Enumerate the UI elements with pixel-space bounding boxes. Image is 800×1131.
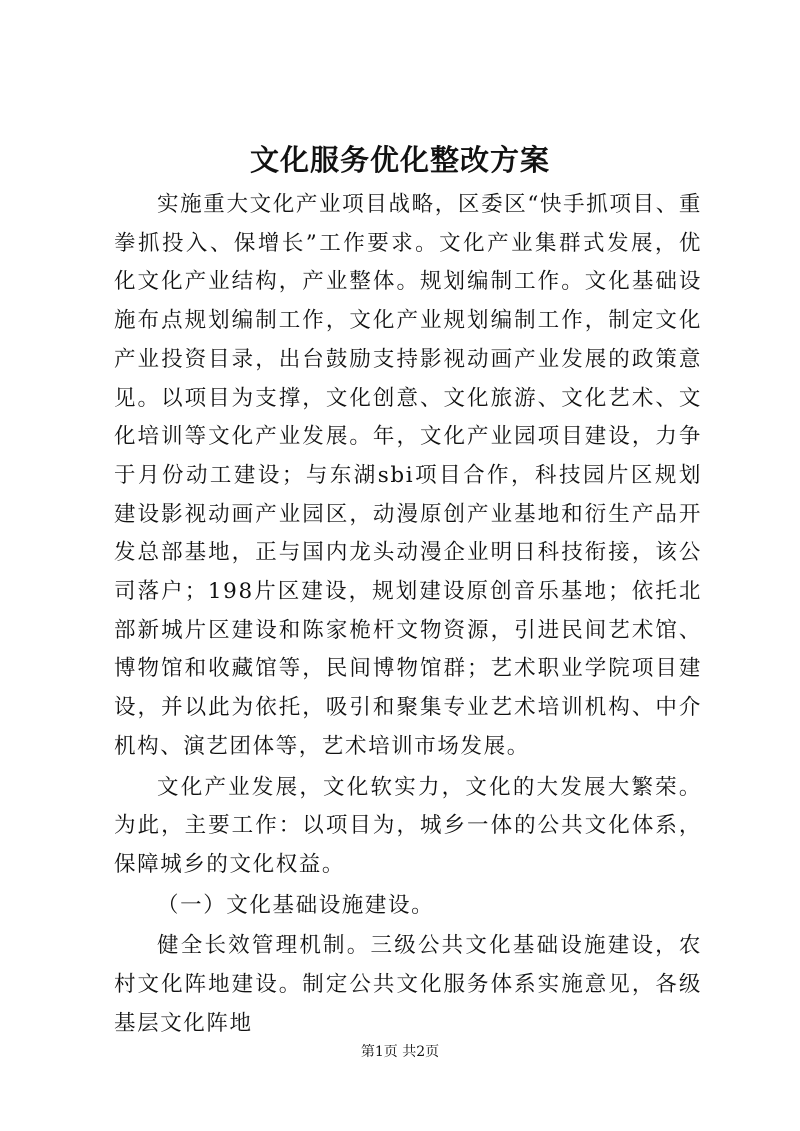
paragraph-3: 健全长效管理机制。三级公共文化基础设施建设，农村文化阵地建设。制定公共文化服务体系实施意见，各级基层文化阵地: [114, 933, 702, 1036]
paragraph-2: 文化产业发展，文化软实力，文化的大发展大繁荣。为此，主要工作：以项目为，城乡一体的公共文化体系，保障城乡的文化权益。: [114, 774, 702, 877]
page-footer: 第1页 共2页: [360, 1044, 440, 1060]
paragraph-1: 实施重大文化产业项目战略，区委区“快手抓项目、重拳抓投入、保增长”工作要求。文化产业集群式发展，优化文化产业结构，产业整体。规划编制工作。文化基础设施布点规划编制工作，文化产业规划编制工作，制定文化产业投资目录，出台鼓励支持影视动画产业发展的政策意见。以项目为支撑，文化创意、文化旅游、文化艺术、文化培训等文化产业发展。年，文化产业园项目建设，力争于月份动工建设；与东湖sbi项目合作，科技园片区规划建设影视动画产业园区，动漫原创产业基地和衍生产品开发总部基地，正与国内龙头动漫企业明日科技衔接，该公司落户；198片区建设，规划建设原创音乐基地；依托北部新城片区建设和陈家桅杆文物资源，引进民间艺术馆、博物馆和收藏馆等，民间博物馆群；艺术职业学院项目建设，并以此为依托，吸引和聚集专业艺术培训机构、中介机构、演艺团体等，艺术培训市场发展。: [114, 192, 702, 759]
section-heading: （一）文化基础设施建设。: [157, 892, 435, 918]
document-body: [114, 186, 702, 1043]
document-title: 文化服务优化整改方案: [249, 143, 550, 177]
